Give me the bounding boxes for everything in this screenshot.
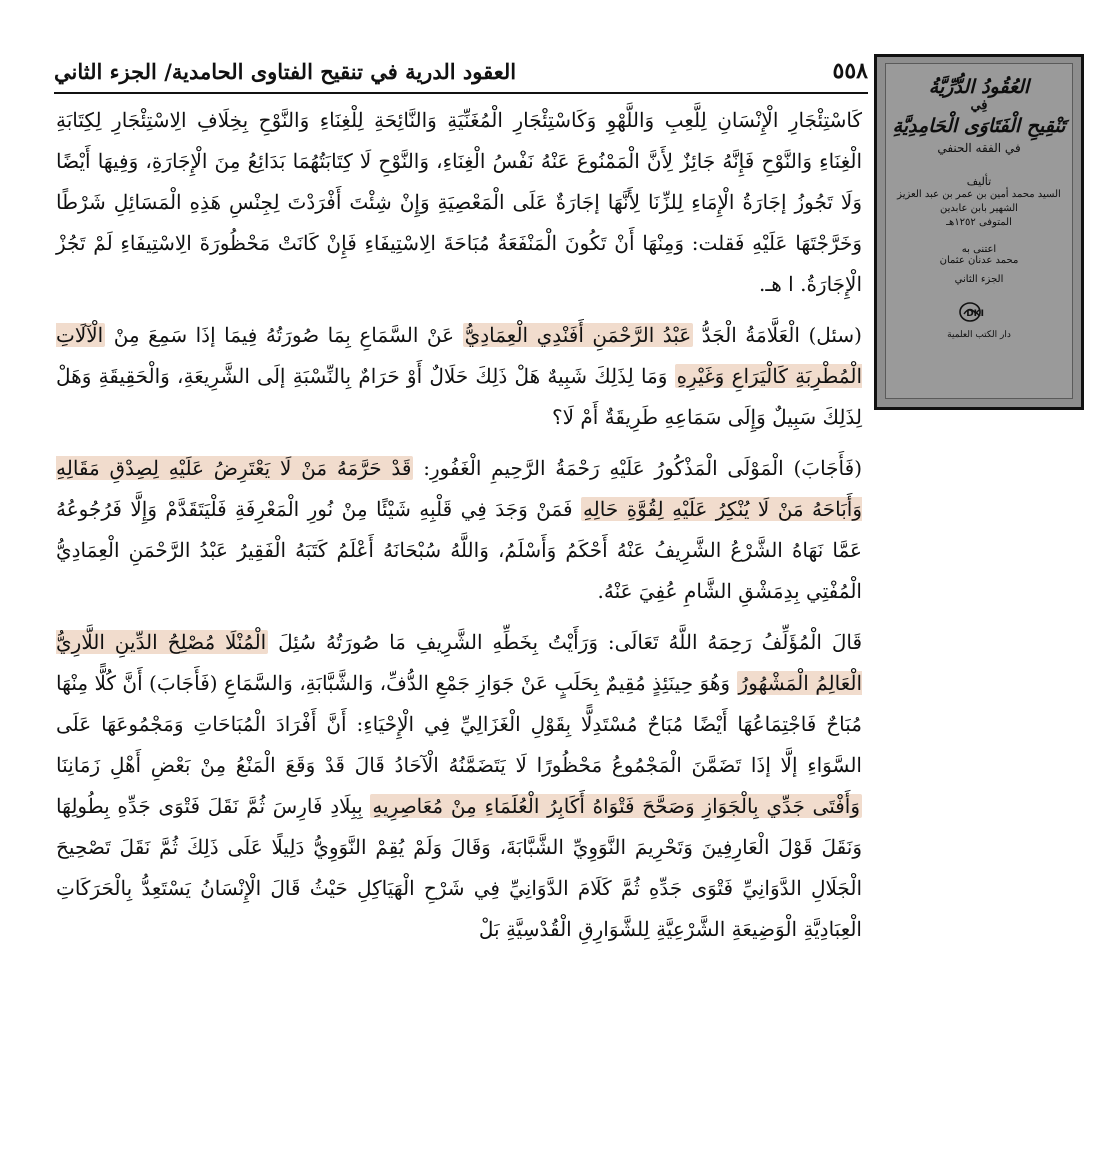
cover-title-line1: العُقُودُ الدُّرِّيَّةُ — [928, 76, 1030, 98]
cover-author-line1: السيد محمد أمين بن عمر بن عبد العزيز — [897, 189, 1061, 200]
highlight-ruling: قَدْ حَرَّمَهُ مَنْ لَا يَعْتَرِضُ عَلَيْهِ لِصِدْقِ مَقَالِهِ وَأَبَاحَهُ مَنْ لَا يُنْكِرُ عَلَيْهِ لِقُوَّةِ حَالِهِ — [56, 456, 862, 521]
running-title: العقود الدرية في تنقيح الفتاوى الحامدية/ الجزء الثاني — [54, 58, 517, 84]
cover-volume: الجزء الثاني — [954, 274, 1004, 285]
book-cover-inner — [885, 63, 1073, 399]
cover-tahqiq: اعتنى به — [961, 244, 997, 255]
header-rule — [54, 92, 868, 94]
answer-text: فَمَنْ وَجَدَ فِي قَلْبِهِ شَيْئًا مِنْ نُورِ الْمَعْرِفَةِ فَلْيَتَقَدَّمْ وَإِلَّا فَرُجُوعُهُ عَمَّا نَهَاهُ الشَّرْعُ الشَّرِيفُ عَنْهُ أَحْكَمُ وَأَسْلَمُ، وَاللَّهُ سُبْحَانَهُ أَعْلَمُ كَتَبَهُ الْفَقِيرُ عَبْدُ الرَّحْمَنِ الْعِمَادِيُّ الْمُفْتِي بِدِمَشْقِ الشَّامِ عُفِيَ عَنْهُ. — [56, 497, 862, 603]
publisher-abbr: DKI — [966, 309, 984, 319]
page-number: ٥٥٨ — [832, 58, 868, 84]
highlight-fatwa: وَأَفْتَى جَدِّي بِالْجَوَازِ وَصَحَّحَ فَتْوَاهُ أَكَابِرُ الْعُلَمَاءِ مِنْ مُعَاصِرِيهِ — [372, 794, 861, 818]
highlight-instruments: الْآلَاتِ الْمُطْرِبَةِ كَالْيَرَاعِ وَغَيْرِهِ — [56, 323, 863, 388]
author-note-end: بِبِلَادِ فَارِسَ ثُمَّ نَقَلَ فَتْوَى جَدِّهِ بِطُولِهَا وَنَقَلَ قَوْلَ الْعَارِفِينَ وَتَحْرِيمَ النَّوَوِيِّ الشَّبَّابَةَ، وَقَالَ وَلَمْ يُقِمْ النَّوَوِيُّ دَلِيلًا عَلَى ذَلِكَ ثُمَّ نَقَلَ تَصْحِيحَ الْجَلَالِ الدَّوَانِيِّ فَتْوَى جَدِّهِ ثُمَّ كَلَامَ الدَّوَانِيِّ فِي شَرْحِ الْهَيَاكِلِ حَيْثُ قَالَ الْإِنْسَانُ يَسْتَعِدُّ بِالْحَرَكَاتِ الْعِبَادِيَّةِ الْوَضِيعَةِ الشَّرْعِيَّةِ لِلشَّوَارِقِ الْقُدْسِيَّةِ بَلْ — [56, 794, 862, 941]
paragraph-1 — [56, 100, 862, 305]
question-text-end: وَمَا لِذَلِكَ شَبِيهٌ هَلْ ذَلِكَ حَلَالٌ أَوْ حَرَامٌ بِالنِّسْبَةِ إلَى الشَّرِيعَةِ، وَالْحَقِيقَةِ وَهَلْ لِذَلِكَ سَبِيلٌ وَإِلَى سَمَاعِهِ طَرِيقَةٌ أَمْ لَا؟ — [56, 364, 862, 429]
cover-title-line2: تَنْقِيحِ الْفَتَاوَى الْحَامِدِيَّةِ — [892, 115, 1066, 137]
page-header — [54, 52, 868, 90]
cover-madhhab: في الفقه الحنفي — [937, 141, 1021, 155]
cover-title-fi: فِي — [970, 98, 988, 113]
paragraph-4 — [56, 622, 862, 950]
cover-publisher: دار الكتب العلمية — [947, 330, 1011, 340]
cover-author-line2: الشهير بابن عابدين — [940, 203, 1018, 214]
author-note-intro: قَالَ الْمُؤَلِّفُ رَحِمَهُ اللَّهُ تَعَالَى: وَرَأَيْتُ بِخَطِّهِ الشَّرِيفِ مَا صُورَتُهُ سُئِلَ — [278, 630, 863, 654]
cover-editor: محمد عدنان عثمان — [939, 255, 1019, 266]
paragraph-3 — [56, 448, 862, 612]
question-text: عَنْ السَّمَاعِ بِمَا صُورَتُهُ فِيمَا إذَا سَمِعَ مِنْ — [113, 323, 455, 347]
paragraph-1-text: كَاسْتِئْجَارِ الْإِنْسَانِ لِلَّعِبِ وَاللَّهْوِ وَكَاسْتِئْجَارِ الْمُغَنِّيَةِ وَالنَّائِحَةِ لِلْغِنَاءِ وَالنَّوْحِ بِخِلَافِ الِاسْتِئْجَارِ لِكِتَابَةِ الْغِنَاءِ وَالنَّوْحِ فَإِنَّهُ جَائِزٌ لِأَنَّ الْمَمْنُوعَ عَنْهُ نَفْسُ الْغِنَاءِ، وَالنَّوْحِ لَا كِتَابَتُهُمَا بَدَائِعُ مِنَ الْإِجَارَةِ، وَفِيهَا أَيْضًا وَلَا تَجُوزُ إجَارَةُ الْإِمَاءِ لِلزِّنَا لِأَنَّهَا إجَارَةٌ عَلَى الْمَعْصِيَةِ وَإِنْ شِئْتَ أَفْرَدْتَ لِجِنْسِ هَذِهِ الْمَسَائِلِ شَرْطًا وَخَرَّجْتَهَا عَلَيْهِ فَقلت: وَمِنْهَا أَنْ تَكُونَ الْمَنْفَعَةُ مُبَاحَةَ الِاسْتِيفَاءِ فَإِنْ كَانَتْ مَحْظُورَةَ الِاسْتِيفَاءِ لَمْ تَجُزْ الْإِجَارَةُ. ا هـ. — [56, 108, 862, 296]
highlight-scholar-name: عَبْدُ الرَّحْمَنِ أَفَنْدِي الْعِمَادِيُّ — [464, 323, 692, 347]
paragraph-2 — [56, 315, 862, 438]
author-note-text: وَهُوَ حِينَئِذٍ مُقِيمٌ بِحَلَبٍ عَنْ جَوَازِ جَمْعِ الدُّفِّ، وَالشَّبَّابَةِ، وَالسَّمَاعِ (فَأَجَابَ) أَنَّ كُلًّا مِنْهَا مُبَاحٌ فَاجْتِمَاعُهَا أَيْضًا مُبَاحٌ مُسْتَدِلًّا بِقَوْلِ الْغَزَالِيِّ فِي الْإِحْيَاءِ: أَنَّ أَفْرَادَ الْمُبَاحَاتِ وَمَجْمُوعَهَا عَلَى السَّوَاءِ إلَّا إذَا تَضَمَّنَ الْمَجْمُوعُ مَحْظُورًا لَا يَتَضَمَّنُهُ الْآحَادُ قَالَ قَدْ وَقَعَ الْمَنْعُ مِنْ بَعْضِ أَهْلِ زَمَانِنَا — [56, 671, 862, 777]
highlight-mulla-name: الْمُنْلَا مُصْلِحُ الدِّينِ اللَّارِيُّ الْعَالِمُ الْمَشْهُورُ — [56, 630, 863, 695]
answer-intro: (فَأَجَابَ) الْمَوْلَى الْمَذْكُورُ عَلَيْهِ رَحْمَةُ الرَّحِيمِ الْغَفُورِ: — [423, 456, 862, 480]
publisher-logo-icon — [954, 299, 1004, 325]
cover-author-line3: المتوفى ١٢٥٢هـ — [946, 217, 1012, 228]
body-text — [56, 100, 862, 960]
question-intro: (سئل) الْعَلَّامَةُ الْجَدُّ — [701, 323, 862, 347]
book-cover — [874, 54, 1084, 410]
cover-talif: تأليف — [966, 175, 992, 188]
